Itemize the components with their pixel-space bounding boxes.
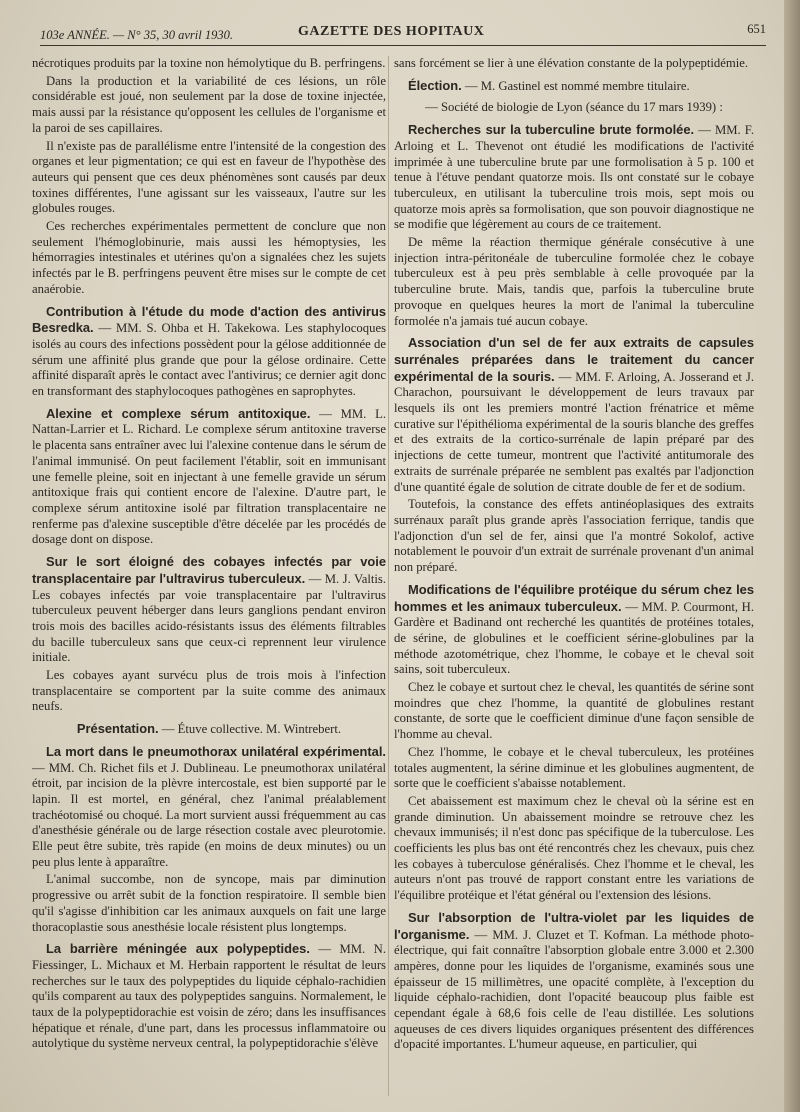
paragraph: nécrotiques produits par la toxine non hémolytique du B. perfringens.: [32, 56, 386, 70]
article-title: Recherches sur la tuberculine brute formolée.: [408, 122, 695, 138]
article: [32, 744, 386, 871]
article-title: La barrière méningée aux polypeptides.: [46, 941, 310, 957]
article: [394, 78, 754, 95]
article-title: Contribution à l'étude du mode d'action des antivirus Besredka.: [32, 303, 386, 336]
article: [32, 554, 386, 666]
article-title: Alexine et complexe sérum antitoxique.: [46, 405, 311, 421]
article-body: La méthode photo-électrique, qui fait connaître l'absorption globale entre 3.000 et 2.300 ampères, donne pour les liquides de l'organisme, examinés sous une épaisseur de 15 millimètres, une opacité complète, à l'exception du liquide céphalo-rachidien, dont l'opacité beaucoup plus faible est cependant égale à 68,6 fois celle de l'eau distillée. Les solutions aqueuses de ces divers liquides organiques présentent des différences d'opacité importantes. L'humeur aqueuse, en particulier, qui: [394, 927, 754, 1052]
page-edge: [784, 0, 800, 1112]
article-title: La mort dans le pneumothorax unilatéral expérimental.: [46, 743, 386, 759]
article: [394, 335, 754, 495]
article-authors: — MM. F. Arloing et L. Thevenot: [394, 123, 754, 153]
article-body: Les staphylocoques isolés au cours des infections possèdent pour la gélose additionnée de sérum une affinité plus grande que pour la gélose ordinaire. Cette affinité disparaît après le contact avec l'antivirus; ce dernier agit donc en transformant des staphylocoques pathogènes en saprophytes.: [32, 321, 386, 399]
article-body: — M. Gastinel est nommé membre titulaire.: [464, 78, 690, 93]
article: [394, 910, 754, 1053]
article-body: rapportent le résultat de leurs recherches sur le taux des polypeptides du liquide céphalo-rachidien qu'ils comparent au taux des polypeptides sanguins. Normalement, le taux de la polypeptidorachie est voisin de zéro; dans les insuffisances hépatique et rénale, d'une part, dans les processus inflammatoire ou autolytique du système nerveux central, la polypeptidorachie s'élève: [32, 957, 386, 1051]
article-title: Élection.: [408, 77, 462, 93]
paragraph: Les cobayes ayant survécu plus de trois mois à l'infection transplacentaire se comportent par la suite comme des animaux neufs.: [32, 668, 386, 714]
article-body: ont étudié les modifications de l'activité imprimée à une tuberculine brute par une formolisation à 5 p. 100 et tenue à l'étuve pendant quatorze mois. Ils ont constaté sur le cobaye tuberculeux, en utilisant la tuberculine trois mois, sept mois ou quatorze mois après sa formolisation, que son pouvoir diagnostique ne se modifie que légèrement au cours de ce traitement.: [394, 138, 754, 232]
article: [32, 406, 386, 548]
article-title: Présentation.: [76, 721, 159, 737]
article-authors: — MM. Ch. Richet fils et J. Dublineau.: [32, 760, 240, 775]
left-column: [32, 56, 386, 1106]
article-authors: — MM. S. Ohba et H. Takekowa.: [98, 321, 280, 336]
article-authors: — MM. J. Cluzet et T. Kofman.: [474, 927, 649, 942]
paragraph: De même la réaction thermique générale consécutive à une injection intra-péritonéale de tuberculine formolée chez le cobaye tuberculeux est à peu près semblable à celle provoquée par la tuberculine brute. Mais, tandis que, parfois la tuberculine brute provoque en quelques heures la mort de l'animal la tuberculine formolée n'a jamais tué aucun cobaye.: [394, 235, 754, 328]
article-authors: — MM. P. Courmont, H. Gardère et Badinand: [394, 599, 754, 630]
article-authors: — MM. F. Arloing, A. Josserand et J. Charachon,: [394, 369, 754, 400]
article-body: Le complexe sérum antitoxine traverse le placenta sans entraîner avec lui l'alexine contenue dans le sérum de l'animal immunisé. On peut facilement l'établir, soit en immunisant une femelle pleine, soit en injectant à une femelle gravide un sérum antitoxique frais qui contient encore de l'alexine. D'autre part, le complexe sérum antitoxine isolé par filtration transplacentaire ne renferme pas d'alexine susceptible d'être décelée par les procédés de dosage dont on dispose.: [32, 422, 386, 547]
paragraph: Chez le cobaye et surtout chez le cheval, les quantités de sérine sont moindres que chez l'homme, la quantité de globulines restant constante, de sorte que le coefficient diminue d'une façon sensible de l'homme au cheval.: [394, 680, 754, 742]
header-rule: [40, 45, 766, 46]
page-header: [40, 22, 766, 44]
article-body: Le pneumothorax unilatéral étroit, par incision de la plèvre intercostale, est bien supporté par le lapin. Il est mortel, en général, chez l'animal préalablement trachéotomisé ou choqué. La mort survient aussi fréquemment au cas d'anesthésie générale ou de large résection costale avec pleurotomie. Elle peut être subite, très rapide (en moins de deux minutes) ou un peu plus lente à apparaître.: [32, 760, 386, 869]
paragraph: Chez l'homme, le cobaye et le cheval tuberculeux, les protéines totales augmentent, la sérine diminue et les globulines augmentent, de sorte que le coefficient s'abaisse notablement.: [394, 744, 754, 791]
column-divider: [388, 56, 389, 1096]
article-body: — Étuve collective. M. Wintrebert.: [161, 722, 342, 737]
issue-line: 103e ANNÉE. — N° 35, 30 avril 1930.: [40, 28, 233, 42]
paragraph: Dans la production et la variabilité de ces lésions, un rôle considérable est joué, non seulement par la dose de toxine injectée, mais aussi par la résistance qu'opposent les cellules de l'organisme et la paroi de ses capillaires.: [32, 73, 386, 135]
article: [32, 941, 386, 1052]
article: [32, 304, 386, 400]
article: [394, 122, 754, 233]
paragraph: L'animal succombe, non de syncope, mais par diminution progressive ou arrêt subit de la fonction respiratoire. Il semble bien qu'il s'agisse d'inhibition car les animaux auxquels on fait une large thoracoplastie sous anesthésie locale résistent plus longtemps.: [32, 872, 386, 934]
paragraph: Il n'existe pas de parallélisme entre l'intensité de la congestion des organes et leur pigmentation; ce qui est en faveur de l'hypothèse des auteurs qui pensent que ces deux phénomènes sont causés par deux toxines différentes, l'une agissant sur les vaisseaux, l'autre sur les globules rouges.: [32, 138, 386, 216]
article-body: Les cobayes infectés par voie transplacentaire par l'ultravirus tuberculeux peuvent héberger dans leurs ganglions pendant environ trois mois des bacilles acido-résistants issus des éléments filtrables du bacille tuberculeux sans que ceux-ci reprennent leur virulence initiale.: [32, 587, 386, 665]
right-column: [394, 56, 754, 1106]
article-title: Association d'un sel de fer aux extraits de capsules surrénales préparées dans le traitement du cancer expérimental de la souris.: [394, 335, 754, 384]
journal-title: GAZETTE DES HOPITAUX: [298, 24, 485, 39]
article-authors: — M. J. Valtis.: [308, 571, 386, 586]
article: [394, 582, 754, 678]
society-heading: — Société de biologie de Lyon (séance du 17 mars 1939) :: [425, 100, 723, 115]
article-title: Modifications de l'équilibre protéique du sérum chez les hommes et les animaux tuberculeux.: [394, 581, 754, 614]
article-body: poursuivant le développement de leurs travaux par lesquels ils ont les premiers montré l'action frénatrice et même curative sur l'épithélioma expérimental de la souris blanche des greffes et des extraits de la cortico-surrénale de lapin préparé par des injections de cette tumeur, montrent que l'activité antitumorale des extraits de surrénale préparée ne semblent pas exaltés par l'adjonction d'une quantité égale de solution de citrate double de fer et de sodium.: [394, 385, 754, 494]
article-authors: — MM. N. Fiessinger, L. Michaux et M. Herbain: [32, 942, 386, 972]
paragraph: sans forcément se lier à une élévation constante de la polypeptidémie.: [394, 56, 749, 70]
paragraph: Ces recherches expérimentales permettent de conclure que non seulement l'hémoglobinurie, mais aussi les hémoptysies, les hémorragies intestinales et utérines qu'on a signalées chez les sujets infectés par le B. perfringens peuvent être mises sur le compte de cet anaérobie.: [32, 219, 386, 296]
paragraph: Cet abaissement est maximum chez le cheval où la sérine est en grande diminution. Un abaissement moindre se retrouve chez les chevaux immunisés; il n'est donc pas spécifique de la tuberculose. Les coefficients les plus bas ont été rencontrés chez les chevaux, puis chez les cobayes à tuberculose généralisés. Chez l'homme et le cheval, les auteurs n'ont pas trouvé de rapport constant entre les variations de l'équilibre protéique et l'état général ou l'extension des lésions.: [394, 793, 754, 903]
article-title: Sur l'absorption de l'ultra-violet par les liquides de l'organisme.: [394, 909, 754, 942]
article-authors: — MM. L. Nattan-Larrier et L. Richard.: [32, 406, 386, 437]
paragraph: Toutefois, la constance des effets antinéoplasiques des extraits surrénaux paraît plus grande après l'association ferrique, tandis que l'adjonction d'un sel de fer, ainsi que l'a montré Sokolof, active notablement le pouvoir d'un extrait de surrénale provenant d'un animal non préparé.: [394, 497, 754, 575]
article: [32, 721, 386, 738]
article-body: ont recherché les quantités de protéines totales, de sérine, de globulines et le coefficient sérine-globulines par la méthode azotométrique, chez l'homme, le cobaye et le cheval soit sains, soit tuberculeux.: [394, 615, 754, 677]
article-title: Sur le sort éloigné des cobayes infectés par voie transplacentaire par l'ultravirus tuberculeux.: [32, 554, 386, 586]
page-number: 651: [747, 22, 766, 36]
